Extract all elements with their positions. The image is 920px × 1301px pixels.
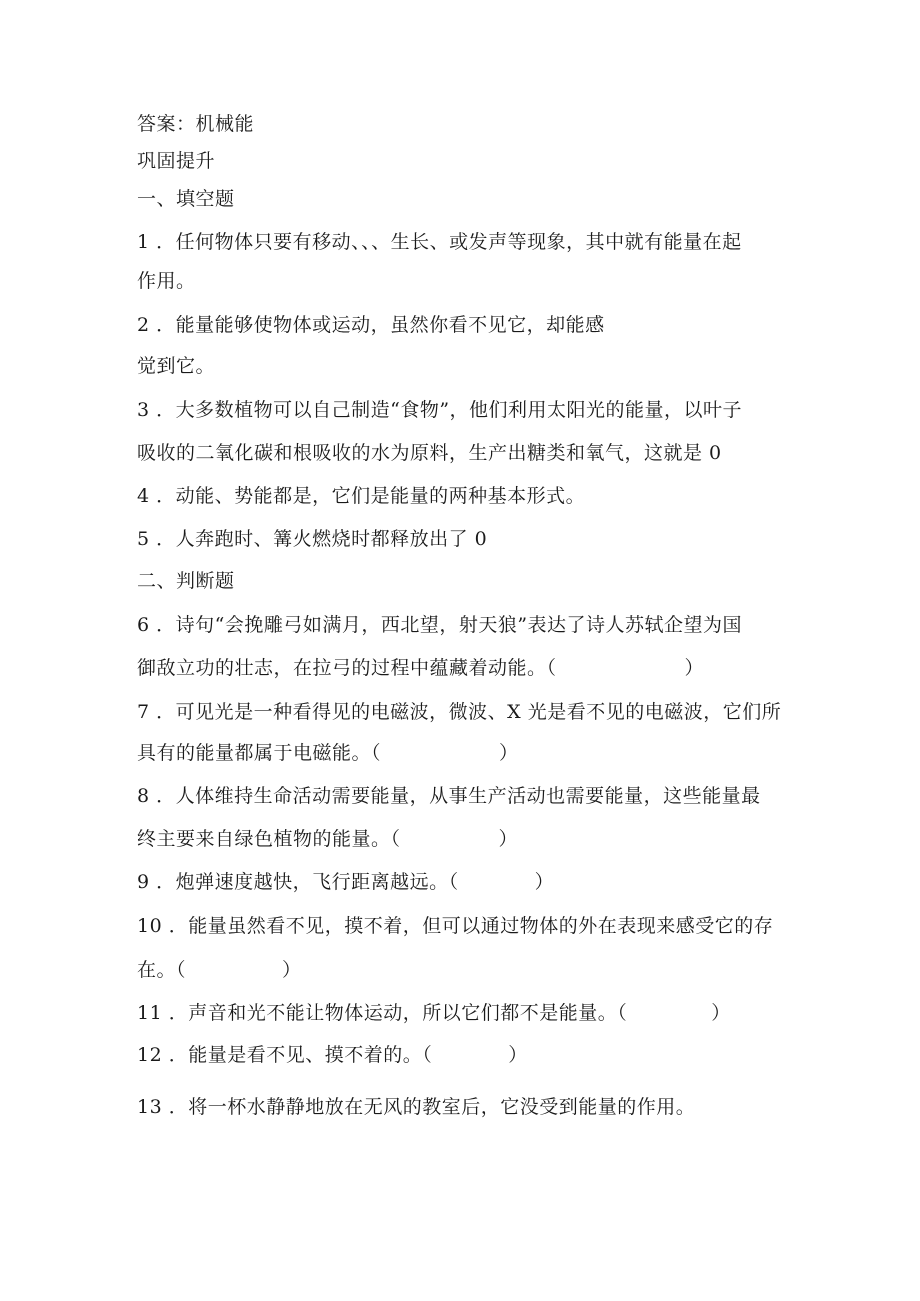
close-paren-8: ）: [498, 828, 519, 850]
judge-question-6-text: 御敌立功的壮志，在拉弓的过程中蕴藏着动能。（: [137, 657, 557, 679]
judge-question-9: [137, 870, 554, 894]
judge-question-8-text: 终主要来自绿色植物的能量。（: [137, 828, 401, 850]
fill-question-5: 5 ．人奔跑时、篝火燃烧时都释放出了 0: [137, 528, 488, 550]
fill-question-1-line-2: 作用。: [137, 270, 196, 292]
judge-question-8-line-1: 8 ．人体维持生命活动需要能量，从事生产活动也需要能量，这些能量最: [137, 785, 761, 807]
fill-question-3-line-2: 吸收的二氧化碳和根吸收的水为原料，生产出糖类和氧气，这就是 0: [137, 442, 722, 464]
close-paren-10: ）: [282, 959, 302, 981]
judge-question-10-line-1: 10 ．能量虽然看不见，摸不着，但可以通过物体的外在表现来感受它的存: [137, 915, 774, 937]
section-fill-heading: 一、填空题: [137, 188, 235, 210]
fill-question-3-line-1: 3 ．大多数植物可以自己制造“食物”，他们利用太阳光的能量，以叶子: [137, 399, 743, 421]
section-consolidate-heading: 巩固提升: [137, 150, 216, 172]
judge-question-13: 13 ．将一杯水静静地放在无风的教室后，它没受到能量的作用。: [137, 1096, 696, 1118]
judge-question-11-text: 11 ．声音和光不能让物体运动，所以它们都不是能量。（: [137, 1002, 628, 1024]
judge-question-12: [137, 1043, 528, 1067]
judge-question-7-line-1: 7 ．可见光是一种看得见的电磁波，微波、X 光是看不见的电磁波，它们所: [137, 701, 782, 723]
section-judge-heading: 二、判断题: [137, 570, 235, 592]
judge-question-11: [137, 1001, 731, 1025]
judge-question-12-text: 12 ．能量是看不见、摸不着的。（: [137, 1044, 433, 1066]
fill-question-2-line-1: 2 ．能量能够使物体或运动，虽然你看不见它，却能感: [137, 314, 605, 336]
judge-question-7-line-2: [137, 741, 519, 765]
close-paren-11: ）: [711, 1002, 731, 1024]
fill-question-2-line-2: 觉到它。: [137, 355, 216, 377]
judge-question-9-text: 9 ．炮弹速度越快，飞行距离越远。（: [137, 871, 459, 893]
answer-line: 答案：机械能: [137, 113, 255, 135]
fill-question-1-line-1: 1 ．任何物体只要有移动、、、生长、或发声等现象，其中就有能量在起: [137, 231, 742, 253]
judge-question-8-line-2: [137, 827, 518, 851]
judge-question-6-line-2: [137, 656, 704, 680]
close-paren-6: ）: [684, 657, 705, 679]
judge-question-10-text: 在。（: [137, 959, 187, 981]
judge-question-7-text: 具有的能量都属于电磁能。（: [137, 742, 382, 764]
judge-question-6-line-1: 6 ．诗句“会挽雕弓如满月，西北望，射天狼”表达了诗人苏轼企望为国: [137, 614, 743, 636]
close-paren-7: ）: [499, 742, 519, 764]
fill-question-4: 4 ．动能、势能都是，它们是能量的两种基本形式。: [137, 485, 586, 507]
close-paren-12: ）: [508, 1044, 528, 1066]
close-paren-9: ）: [534, 871, 555, 893]
judge-question-10-line-2: [137, 958, 302, 982]
